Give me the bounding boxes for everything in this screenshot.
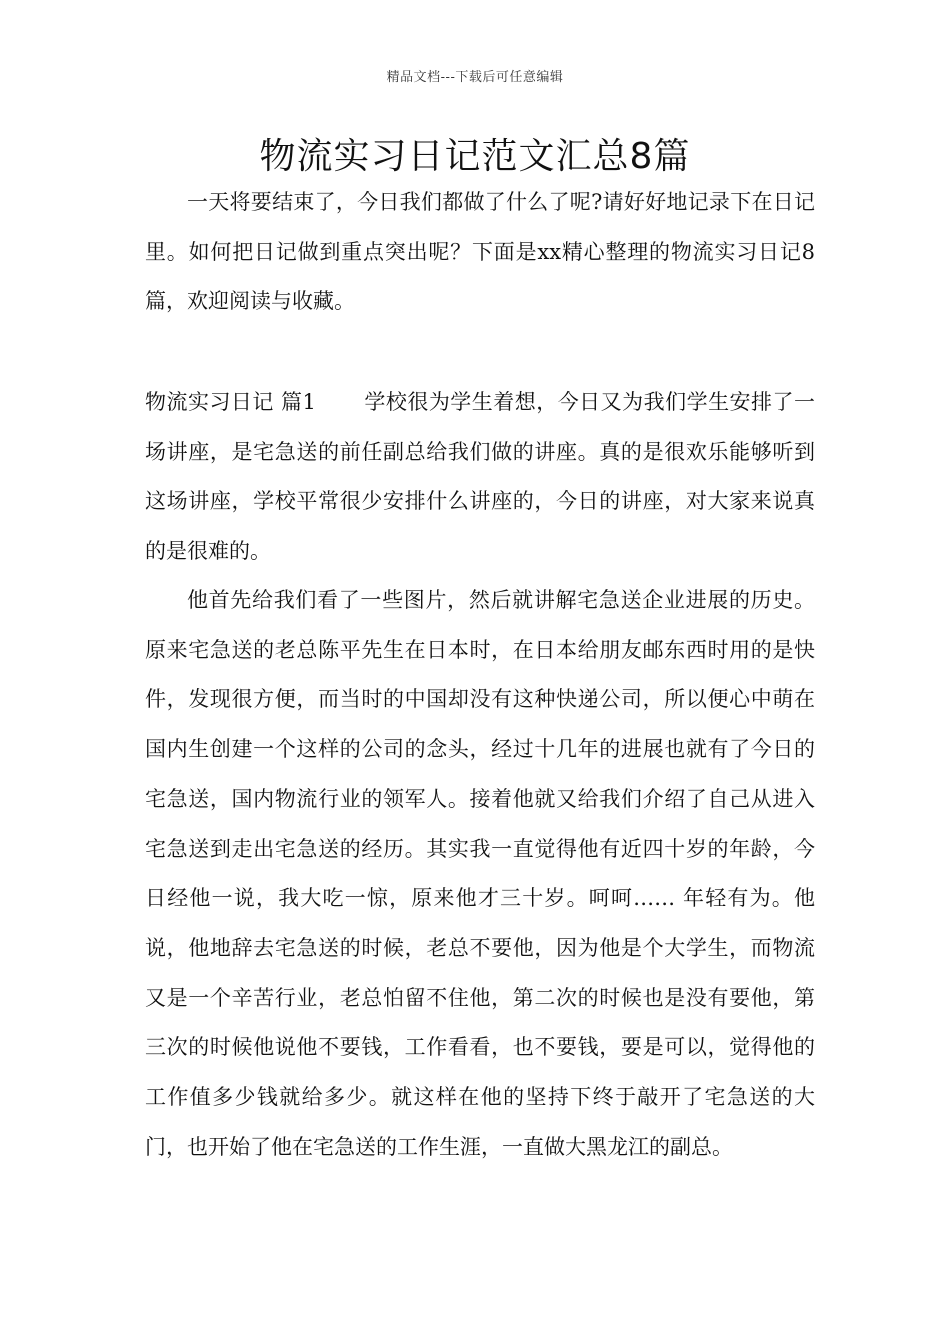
document-title: 物流实习日记范文汇总8篇	[259, 136, 691, 177]
entry-1-paragraph-2: 他首先给我们看了一些图片，然后就讲解宅急送企业进展的历史。原来宅急送的老总陈平先生在日本时，在日本给朋友邮东西时用的是快件，发现很方便，而当时的中国却没有这种快递公司，所以便心中萌在国内生创建一个这样的公司的念头，经过十几年的进展也就有了今日的宅急送，国内物流行业的领军人。接着他就又给我们介绍了自己从进入宅急送到走出宅急送的经历。其实我一直觉得他有近四十岁的年龄，今日经他一说，我大吃一惊，原来他才三十岁。呵呵…… 年轻有为。他说，他地辞去宅急送的时候，老总不要他，因为他是个大学生，而物流又是一个辛苦行业，老总怕留不住他，第二次的时候也是没有要他，第三次的时候他说他不要钱，工作看看，也不要钱，要是可以，觉得他的工作值多少钱就给多少。就这样在他的坚持下终于敲开了宅急送的大门，也开始了他在宅急送的工作生涯，一直做大黑龙江的副总。	[145, 588, 815, 1159]
intro-paragraph: 一天将要结束了，今日我们都做了什么了呢?请好好地记录下在日记里。如何把日记做到重点突出呢？下面是xx精心整理的物流实习日记8篇，欢迎阅读与收藏。	[145, 190, 815, 314]
entry-title: 物流实习日记 篇1	[145, 390, 316, 414]
page-header: 精品文档---下载后可任意编辑	[386, 70, 564, 85]
entry-1-paragraph	[145, 378, 815, 577]
entry-1-text: 学校很为学生着想，今日又为我们学生安排了一场讲座，是宅急送的前任副总给我们做的讲座。真的是很欢乐能够听到这场讲座，学校平常很少安排什么讲座的，今日的讲座，对大家来说真的是很难的。	[145, 390, 815, 564]
